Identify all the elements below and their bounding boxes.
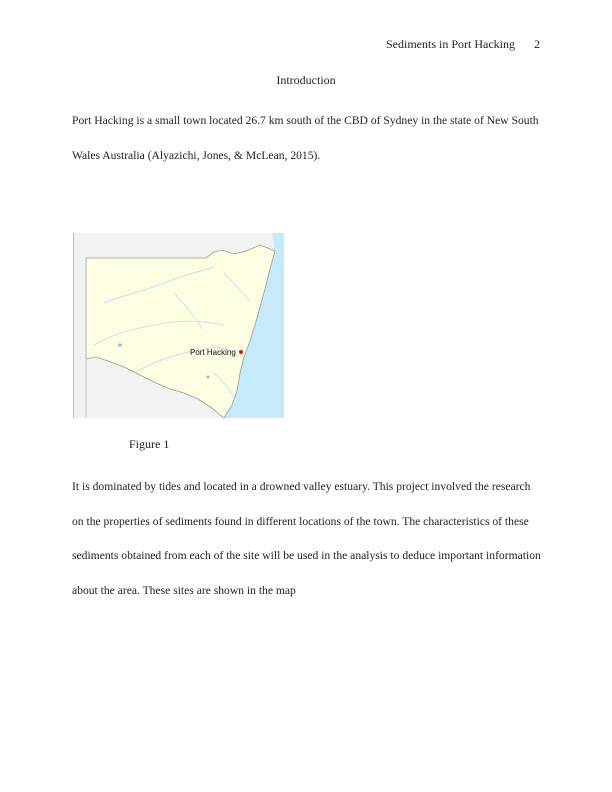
- nsw-map-figure: [73, 233, 284, 418]
- running-title: Sediments in Port Hacking: [386, 37, 515, 51]
- section-heading: Introduction: [276, 73, 336, 87]
- nsw-map: [74, 233, 284, 418]
- paragraph-intro: Port Hacking is a small town located 26.7 km south of the CBD of Sydney in the state of New South Wales Australia (Alyazichi, Jones, & McLean, 2015).: [72, 114, 539, 162]
- paragraph-sites: It is dominated by tides and located in a drowned valley estuary. This project involved the research on the properties of sediments found in different locations of the town. The characteristics of these sediments obtained from each of the site will be used in the analysis to deduce important information about the area. These sites are shown in the map: [72, 480, 541, 597]
- lake: [118, 343, 122, 346]
- lake: [206, 376, 210, 379]
- map-label-port-hacking: Port Hacking: [190, 348, 236, 357]
- figure-caption: Figure 1: [129, 437, 170, 451]
- running-head: [386, 37, 540, 52]
- port-hacking-marker: [239, 350, 244, 355]
- page-number: 2: [534, 37, 540, 51]
